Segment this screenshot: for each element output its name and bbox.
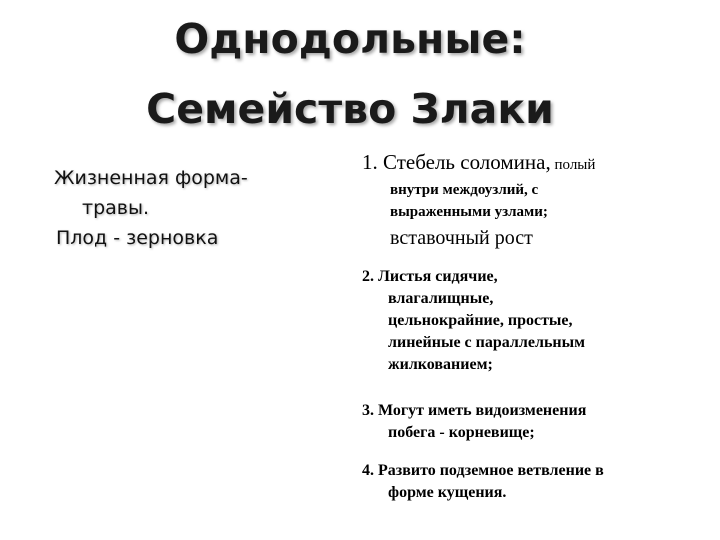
feature-2-line-5: жилкованием; [388, 356, 493, 373]
title-line-1: Однодольные: [174, 15, 526, 63]
feature-1-line-3: выраженными узлами; [390, 204, 548, 220]
feature-item-2 [362, 266, 707, 376]
feature-2-line-4: линейные с параллельным [388, 334, 586, 351]
fruit-line: Плод - зерновка [56, 227, 219, 249]
life-form-line-1: Жизненная форма- [54, 167, 248, 189]
feature-2-line-2: влагалищные, [388, 290, 494, 307]
title-line-2: Семейство Злаки [146, 85, 554, 133]
feature-1-heading [362, 148, 707, 179]
feature-4-line-1: 4. Развито подземное ветвление в [362, 462, 604, 479]
feature-item-4 [362, 460, 707, 504]
feature-1-line-4: вставочный рост [390, 227, 533, 249]
feature-1-heading-text: 1. Стебель соломина, [362, 150, 551, 174]
feature-item-3 [362, 400, 707, 444]
feature-4-line-2: форме кущения. [388, 484, 507, 501]
feature-1-heading-tail: полый [550, 157, 596, 173]
life-form-block [54, 163, 314, 253]
feature-2-line-1: 2. Листья сидячие, [362, 268, 498, 285]
feature-2-line-3: цельнокрайние, простые, [388, 312, 573, 329]
feature-1-line-2: внутри междоузлий, с [390, 182, 539, 198]
feature-3-line-1: 3. Могут иметь видоизменения [362, 402, 587, 419]
life-form-line-2: травы. [82, 197, 150, 219]
slide-title [0, 4, 700, 144]
feature-item-1 [362, 148, 707, 253]
feature-3-line-2: побега - корневище; [388, 424, 535, 441]
